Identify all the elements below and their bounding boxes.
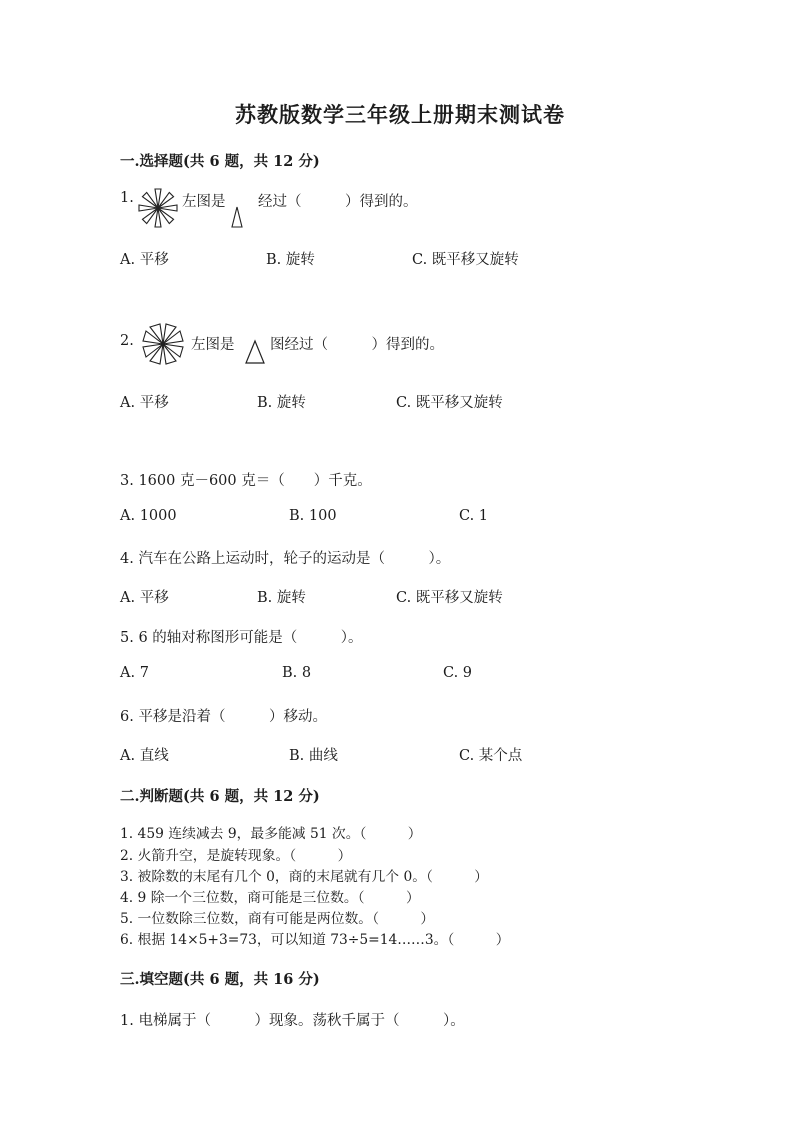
q4-option-b: B. 旋转 [257,590,306,606]
q1-option-b: B. 旋转 [266,252,315,268]
q3-option-c: C. 1 [459,508,489,524]
pinwheel-figure-icon [141,322,185,366]
q6-option-c: C. 某个点 [459,748,523,764]
question-2-number: 2. [120,333,134,349]
triangle-figure-icon [245,340,265,364]
q3-option-a: A. 1000 [120,508,177,524]
question-5: 5. 6 的轴对称图形可能是（ ）。 [120,630,363,646]
fill-item-1: 1. 电梯属于（ ）现象。荡秋千属于（ ）。 [120,1013,465,1029]
question-6: 6. 平移是沿着（ ）移动。 [120,709,327,725]
question-2-text-after: 图经过（ ）得到的。 [270,337,444,353]
q1-option-a: A. 平移 [120,252,169,268]
q4-option-c: C. 既平移又旋转 [396,590,503,606]
question-2-text-before: 左图是 [191,337,235,353]
section-heading-fill: 三.填空题(共 6 题，共 16 分) [120,971,320,988]
q4-option-a: A. 平移 [120,590,169,606]
q1-option-c: C. 既平移又旋转 [412,252,519,268]
section-heading-choice: 一.选择题(共 6 题，共 12 分) [120,153,320,170]
question-4: 4. 汽车在公路上运动时，轮子的运动是（ ）。 [120,551,451,567]
judge-item-4: 4. 9 除一个三位数，商可能是三位数。（ ） [120,890,420,906]
section-heading-judge: 二.判断题(共 6 题，共 12 分) [120,788,320,805]
q5-option-b: B. 8 [282,665,312,681]
triangle-figure-icon [231,206,243,228]
judge-item-5: 5. 一位数除三位数，商有可能是两位数。（ ） [120,911,435,927]
question-1-number: 1. [120,190,134,206]
q5-option-a: A. 7 [120,665,149,681]
q3-option-b: B. 100 [289,508,337,524]
q6-option-b: B. 曲线 [289,748,338,764]
question-3: 3. 1600 克－600 克＝（ ）千克。 [120,473,372,489]
q2-option-a: A. 平移 [120,395,169,411]
q2-option-c: C. 既平移又旋转 [396,395,503,411]
q2-option-b: B. 旋转 [257,395,306,411]
pinwheel-figure-icon [137,187,179,229]
question-1-text-after: 经过（ ）得到的。 [258,194,418,210]
judge-item-2: 2. 火箭升空，是旋转现象。（ ） [120,848,352,864]
q5-option-c: C. 9 [443,665,473,681]
question-1-text-before: 左图是 [182,194,226,210]
judge-item-6: 6. 根据 14×5+3=73，可以知道 73÷5=14……3。（ ） [120,932,510,948]
page-title: 苏教版数学三年级上册期末测试卷 [235,102,565,127]
judge-item-3: 3. 被除数的末尾有几个 0，商的末尾就有几个 0。（ ） [120,869,489,885]
judge-item-1: 1. 459 连续减去 9，最多能减 51 次。（ ） [120,826,422,842]
q6-option-a: A. 直线 [120,748,169,764]
